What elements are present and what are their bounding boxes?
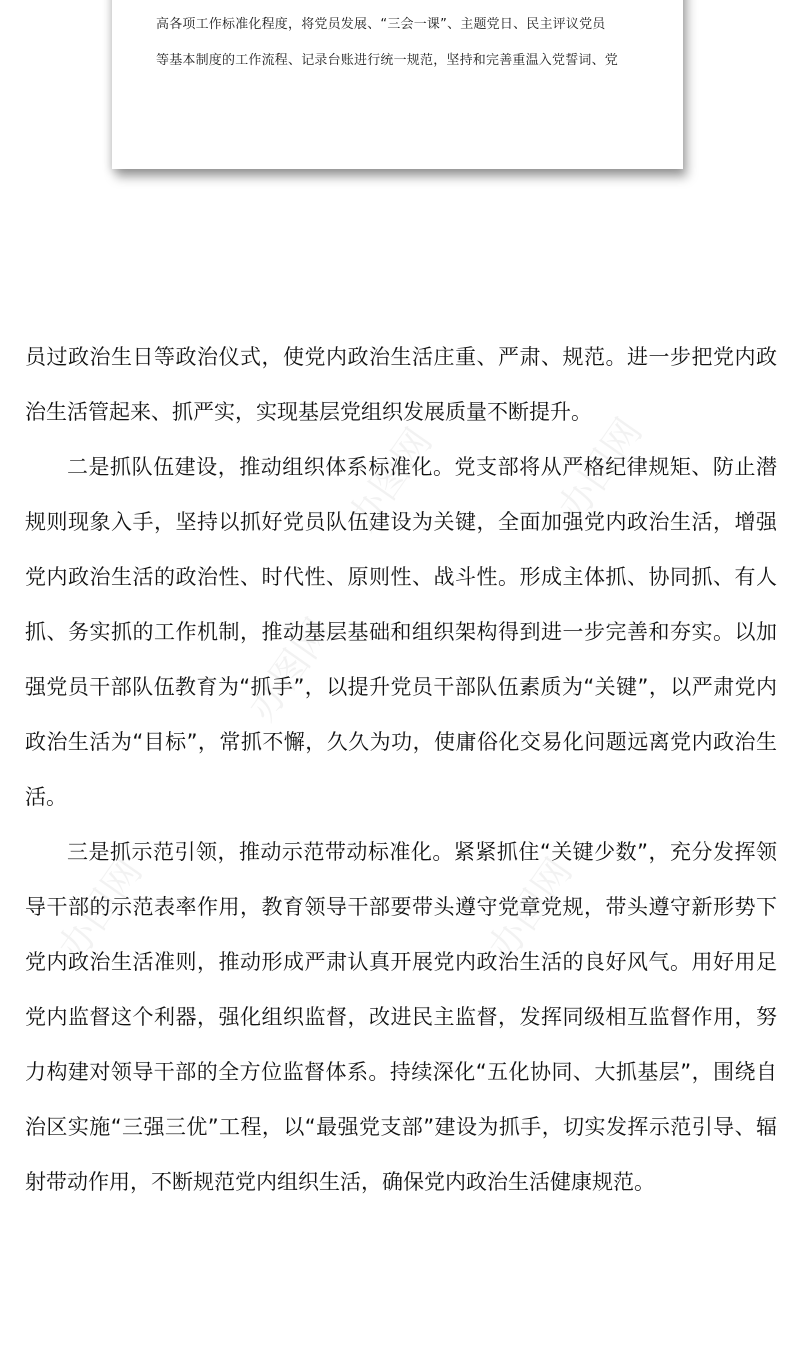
watermark: 办图网 (479, 850, 581, 969)
document-body (25, 330, 777, 1210)
card-text-line: 等基本制度的工作流程、记录台账进行统一规范，坚持和完善重温入党誓词、党 (156, 53, 619, 68)
paragraph-continuation: 员过政治生日等政治仪式，使党内政治生活庄重、严肃、规范。进一步把党内政治生活管起来、抓严实，实现基层党组织发展质量不断提升。 (25, 345, 777, 424)
watermark: 办图网 (239, 610, 341, 729)
card-text-line: 高各项工作标准化程度，将党员发展、“三会一课”、主题党日、民主评议党员 (156, 17, 606, 32)
watermark: 办图网 (549, 410, 651, 529)
paragraph-team-building: 二是抓队伍建设，推动组织体系标准化。党支部将从严格纪律规矩、防止潜规则现象入手，坚持以抓好党员队伍建设为关键，全面加强党内政治生活，增强党内政治生活的政治性、时代性、原则性、战斗性。形成主体抓、协同抓、有人抓、务实抓的工作机制，推动基层基础和组织架构得到进一步完善和夯实。以加强党员干部队伍教育为“抓手”，以提升党员干部队伍素质为“关键”，以严肃党内政治生活为“目标”，常抓不懈，久久为功，使庸俗化交易化问题远离党内政治生活。 (25, 455, 777, 809)
paragraph-demonstration-leadership: 三是抓示范引领，推动示范带动标准化。紧紧抓住“关键少数”，充分发挥领导干部的示范表率作用，教育领导干部要带头遵守党章党规，带头遵守新形势下党内政治生活准则，推动形成严肃认真开展党内政治生活的良好风气。用好用足党内监督这个利器，强化组织监督，改进民主监督，发挥同级相互监督作用，努力构建对领导干部的全方位监督体系。持续深化“五化协同、大抓基层”，围绕自治区实施“三强三优”工程，以“最强党支部”建设为抓手，切实发挥示范引导、辐射带动作用，不断规范党内组织生活，确保党内政治生活健康规范。 (25, 840, 777, 1194)
watermark: 办图网 (339, 420, 441, 539)
document-preview-card (112, 0, 683, 169)
watermark: 办图网 (49, 850, 151, 969)
